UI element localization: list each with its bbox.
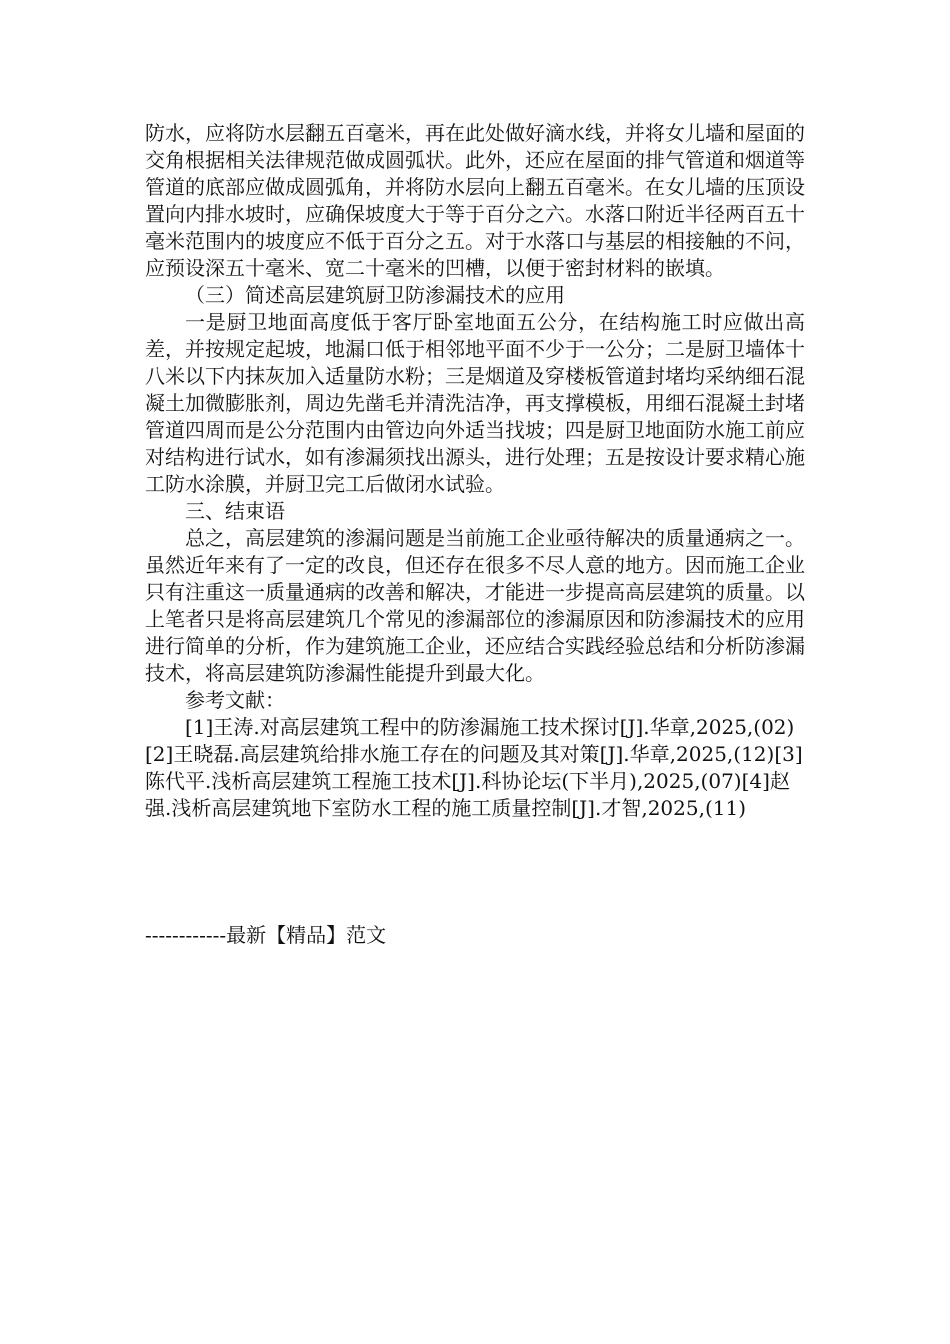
paragraph-roof-waterproofing: 防水，应将防水层翻五百毫米，再在此处做好滴水线，并将女儿墙和屋面的交角根据相关法律规范做成圆弧状。此外，还应在屋面的排气管道和烟道等管道的底部应做成圆弧角，并将防水层向上翻五百毫米。在女儿墙的压顶设置向内排水坡时，应确保坡度大于等于百分之六。水落口附近半径两百五十毫米范围内的坡度应不低于百分之五。对于水落口与基层的相接触的不问，应预设深五十毫米、宽二十毫米的凹槽，以便于密封材料的嵌填。 — [145, 121, 805, 280]
paragraph-conclusion: 总之，高层建筑的渗漏问题是当前施工企业亟待解决的质量通病之一。虽然近年来有了一定的改良，但还存在很多不尽人意的地方。因而施工企业只有注重这一质量通病的改善和解决，才能进一步提高高层建筑的质量。以上笔者只是将高层建筑几个常见的渗漏部位的渗漏原因和防渗漏技术的应用进行简单的分析，作为建筑施工企业，还应结合实践经验总结和分析防渗漏技术，将高层建筑防渗漏性能提升到最大化。 — [145, 526, 805, 685]
section-heading-kitchen-bath: （三）简述高层建筑厨卫防渗漏技术的应用 — [185, 283, 565, 307]
footer-text: ------------最新【精品】范文 — [145, 923, 387, 947]
document-page — [145, 120, 805, 822]
paragraph-kitchen-bath: 一是厨卫地面高度低于客厅卧室地面五公分，在结构施工时应做出高差，并按规定起坡，地漏口低于相邻地平面不少于一公分；二是厨卫墙体十八米以下内抹灰加入适量防水粉；三是烟道及穿楼板管道封堵均采纳细石混凝土加微膨胀剂，周边先凿毛并清洗洁净，再支撑模板，用细石混凝土封堵管道四周而是公分范围内由管边向外适当找坡；四是厨卫地面防水施工前应对结构进行试水，如有渗漏须找出源头，进行处理；五是按设计要求精心施工防水涂膜，并厨卫完工后做闭水试验。 — [145, 310, 805, 496]
section-heading-conclusion: 三、结束语 — [185, 499, 285, 523]
references-heading: 参考文献： — [185, 688, 285, 712]
references-list: [1]王涛.对高层建筑工程中的防渗漏施工技术探讨[J].华章,2025,(02)[2]王晓磊.高层建筑给排水施工存在的问题及其对策[J].华章,2025,(12)[3]陈代平.浅析高层建筑工程施工技术[J].科协论坛(下半月),2025,(07)[4]赵强.浅析高层建筑地下室防水工程的施工质量控制[J].才智,2025,(11) — [145, 715, 803, 820]
